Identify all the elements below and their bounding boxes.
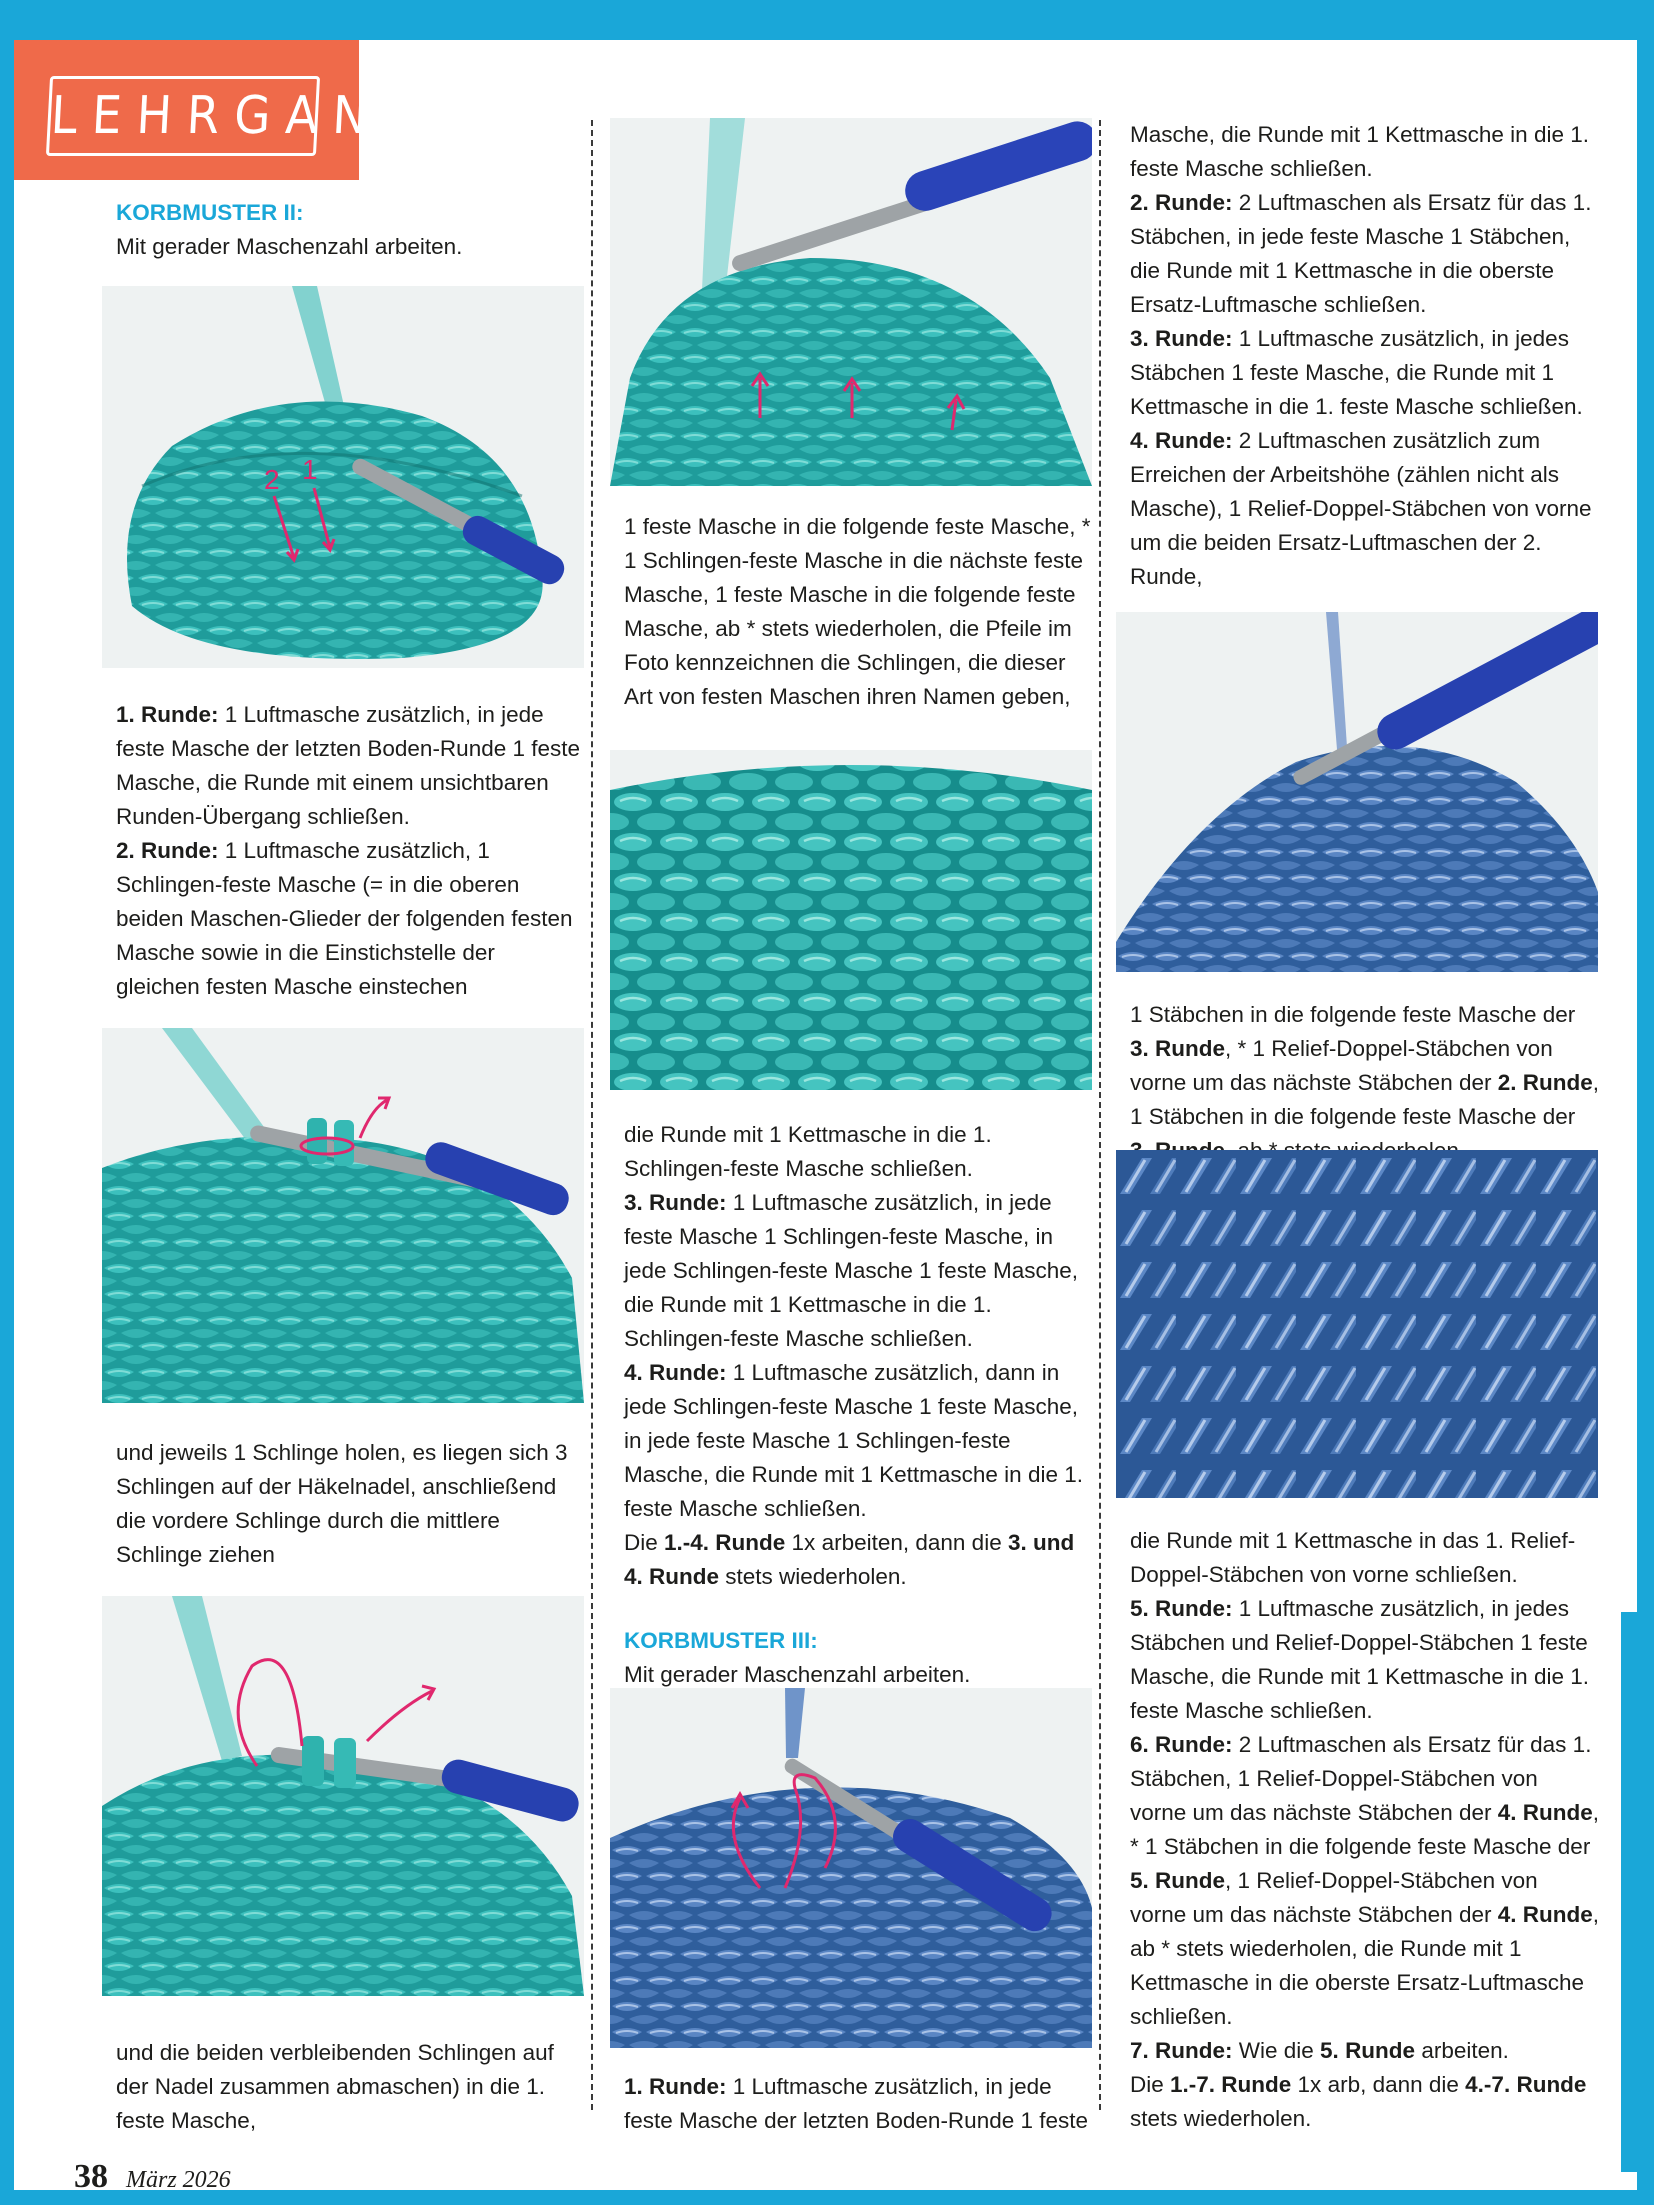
k3-round-3-label: 3. Runde:: [1130, 326, 1233, 351]
k3-r4c-a: 1 Stäbchen in die folgende feste Masche der: [1130, 1002, 1576, 1027]
k3-round-4-label: 4. Runde:: [1130, 428, 1233, 453]
column-1-continuation-2: [116, 2036, 584, 2138]
k2-round-1: [116, 698, 584, 834]
k3-round-7-label: 7. Runde:: [1130, 2038, 1233, 2063]
k3-repeat-e: stets wiederholen.: [1130, 2106, 1312, 2131]
k2-repeat-note: [624, 1526, 1092, 1594]
column-2-rounds: [624, 1118, 1092, 1692]
photo-blue-hook-stitch: [1116, 612, 1598, 972]
k2-round-3-label: 3. Runde:: [624, 1190, 727, 1215]
k2-repeat-a: Die: [624, 1530, 665, 1555]
k2-round-1-label: 1. Runde:: [116, 702, 219, 727]
k3-repeat-d: 4.-7. Runde: [1465, 2072, 1587, 2097]
k3-round-7: [1130, 2034, 1599, 2068]
k3-round-1-text: 1 Luftmasche zusätzlich, in jede feste Masche der letzten Boden-Runde 1 feste: [624, 2074, 1089, 2133]
photo-teal-texture-closeup: [610, 750, 1092, 1090]
column-2-text-1: [624, 510, 1092, 714]
k2-round-2-label: 2. Runde:: [116, 838, 219, 863]
k2-round-4: [624, 1356, 1092, 1526]
section-tab: [14, 40, 436, 180]
k3-r4c-d: 2. Runde: [1497, 1070, 1593, 1095]
k3-round-5: [1130, 1592, 1599, 1728]
k3-repeat-b: 1.-7. Runde: [1170, 2072, 1292, 2097]
k2-repeat-c: 1x arbeiten, dann die: [785, 1530, 1008, 1555]
column-3-rounds-2: [1130, 1524, 1599, 2136]
k2-round-2-cont-1: und jeweils 1 Schlinge holen, es liegen sich 3 Schlingen auf der Häkelnadel, anschließend die vordere Schlinge durch die mittlere Schlinge ziehen: [116, 1440, 568, 1567]
column-2-k3-round-1: [624, 2070, 1092, 2138]
k3-r6-b: 4. Runde: [1497, 1800, 1593, 1825]
photo-teal-basket-start: [102, 286, 584, 668]
k3-round-1: [624, 2070, 1092, 2138]
k3-round-1-label: 1. Runde:: [624, 2074, 727, 2099]
issue-date: März 2026: [126, 2167, 231, 2193]
column-3-text-2: [1130, 998, 1599, 1168]
k2-repeat-d: 3. und 4. Runde: [624, 1530, 1075, 1589]
k3-round-4-end: die Runde mit 1 Kettmasche in das 1. Relief-Doppel-Stäbchen von vorne schließen.: [1130, 1528, 1576, 1587]
k2-round-3-text: 1 Luftmasche zusätzlich, in jede feste Masche 1 Schlingen-feste Masche, in jede Schlingen-feste Masche 1 feste Masche, die Runde mit 1 Kettmasche in die 1. Schlingen-feste Masche schließen.: [624, 1190, 1078, 1351]
k2-round-3: [624, 1186, 1092, 1356]
k3-r4c-e: , 1 Stäbchen in die folgende feste Masche der: [1130, 1070, 1600, 1129]
k2-repeat-b: 1.-4. Runde: [664, 1530, 786, 1555]
k2-round-2: [116, 834, 584, 1004]
k2-round-1-text: 1 Luftmasche zusätzlich, in jede feste Masche der letzten Boden-Runde 1 feste Masche, die Runde mit einem unsichtbaren Runden-Übergang schließen.: [116, 702, 581, 829]
column-3-rounds-1: [1130, 118, 1599, 594]
page-number: 38: [74, 2158, 108, 2195]
photo-blue-relief-texture: [1116, 1150, 1598, 1498]
k3-repeat-a: Die: [1130, 2072, 1171, 2097]
heading-korbmuster-2: KORBMUSTER II:: [116, 200, 304, 225]
k3-round-1-end: Masche, die Runde mit 1 Kettmasche in die 1. feste Masche schließen.: [1130, 122, 1589, 181]
k3-round-4: [1130, 424, 1599, 594]
k3-r6-g: , ab * stets wiederholen, die Runde mit 1 Kettmasche in die oberste Ersatz-Luftmasche schließen.: [1130, 1902, 1600, 2029]
k3-round-6-label: 6. Runde:: [1130, 1732, 1233, 1757]
k2-round-2-text: 1 Luftmasche zusätzlich, 1 Schlingen-feste Masche (= in die oberen beiden Maschen-Glieder der folgenden festen Masche sowie in die Einstichstelle der gleichen festen Masche einstechen: [116, 838, 573, 999]
photo-blue-loops-on-hook: [610, 1688, 1092, 2048]
k3-r6-d: 5. Runde: [1130, 1868, 1226, 1893]
k2-round-2-end: die Runde mit 1 Kettmasche in die 1. Schlingen-feste Masche schließen.: [624, 1122, 992, 1181]
side-edge-tab: [1621, 1612, 1637, 2172]
k3-r6-a: 2 Luftmaschen als Ersatz für das 1. Stäbchen, 1 Relief-Doppel-Stäbchen von vorne um das nächste Stäbchen der: [1130, 1732, 1592, 1825]
k3-round-3: [1130, 322, 1599, 424]
k3-round-4-cont: [1130, 998, 1599, 1168]
heading-korbmuster-3: KORBMUSTER III:: [624, 1628, 818, 1653]
k3-r7-c: arbeiten.: [1415, 2038, 1509, 2063]
k3-repeat-c: 1x arb, dann die: [1291, 2072, 1466, 2097]
intro-korbmuster-3: Mit gerader Maschenzahl arbeiten.: [624, 1662, 971, 1687]
k3-r6-c: , * 1 Stäbchen in die folgende feste Masche der: [1130, 1800, 1600, 1859]
column-divider-left: [591, 120, 593, 2110]
column-1-rounds: [116, 698, 584, 1004]
photo-teal-loop-arrows: [610, 118, 1092, 486]
k3-r6-f: 4. Runde: [1497, 1902, 1593, 1927]
k3-r4c-b: 3. Runde: [1130, 1036, 1226, 1061]
k3-round-2: [1130, 186, 1599, 322]
page-footer: [74, 2158, 231, 2202]
k3-round-2-text: 2 Luftmaschen als Ersatz für das 1. Stäbchen, in jede feste Masche 1 Stäbchen, die Runde mit 1 Kettmasche in die oberste Ersatz-Luftmasche schließen.: [1130, 190, 1592, 317]
step-label-2: 2: [264, 464, 280, 495]
k3-round-3-text: 1 Luftmasche zusätzlich, in jedes Stäbchen 1 feste Masche, die Runde mit 1 Kettmasche in die 1. feste Masche schließen.: [1130, 326, 1583, 419]
k2-round-2-cont-3: 1 feste Masche in die folgende feste Masche, * 1 Schlingen-feste Masche in die nächste feste Masche, 1 feste Masche in die folgende feste Masche, ab * stets wiederholen, die Pfeile im Foto kennzeichnen die Schlingen, die dieser Art von festen Maschen ihren Namen geben,: [624, 514, 1091, 709]
k3-repeat-note: [1130, 2068, 1599, 2136]
step-label-1: 1: [302, 454, 318, 485]
k2-round-4-text: 1 Luftmasche zusätzlich, dann in jede Schlingen-feste Masche 1 feste Masche, in jede feste Masche 1 Schlingen-feste Masche, die Runde mit 1 Kettmasche in die 1. feste Masche schließen.: [624, 1360, 1083, 1521]
k3-round-5-text: 1 Luftmasche zusätzlich, in jedes Stäbchen und Relief-Doppel-Stäbchen 1 feste Masche, die Runde mit 1 Kettmasche in die 1. feste Masche schließen.: [1130, 1596, 1589, 1723]
k3-round-6: [1130, 1728, 1599, 2034]
k3-r4c-c: , * 1 Relief-Doppel-Stäbchen von vorne um das nächste Stäbchen der: [1130, 1036, 1553, 1095]
k3-round-5-label: 5. Runde:: [1130, 1596, 1233, 1621]
photo-teal-loops-on-hook: [102, 1028, 584, 1403]
k3-round-4-text: 2 Luftmaschen zusätzlich zum Erreichen der Arbeitshöhe (zählen nicht als Masche), 1 Relief-Doppel-Stäbchen von vorne um die beiden Ersatz-Luftmaschen der 2. Runde,: [1130, 428, 1592, 589]
k3-r7-a: Wie die: [1232, 2038, 1321, 2063]
k2-round-2-cont-2: und die beiden verbleibenden Schlingen auf der Nadel zusammen abmaschen) in die 1. feste Masche,: [116, 2040, 554, 2133]
column-1-intro: [116, 196, 584, 264]
k2-round-4-label: 4. Runde:: [624, 1360, 727, 1385]
k3-round-2-label: 2. Runde:: [1130, 190, 1233, 215]
magazine-page: [14, 40, 1637, 2195]
section-tab-label: LEHRGANG: [46, 76, 320, 156]
k2-repeat-e: stets wiederholen.: [719, 1564, 907, 1589]
k3-r7-b: 5. Runde: [1320, 2038, 1416, 2063]
column-1-continuation-1: [116, 1436, 584, 1572]
spacer: [624, 1594, 1092, 1624]
k3-r6-e: , 1 Relief-Doppel-Stäbchen von vorne um das nächste Stäbchen der: [1130, 1868, 1538, 1927]
column-divider-right: [1099, 120, 1101, 2110]
photo-teal-yarn-over: [102, 1596, 584, 1996]
intro-korbmuster-2: Mit gerader Maschenzahl arbeiten.: [116, 234, 463, 259]
